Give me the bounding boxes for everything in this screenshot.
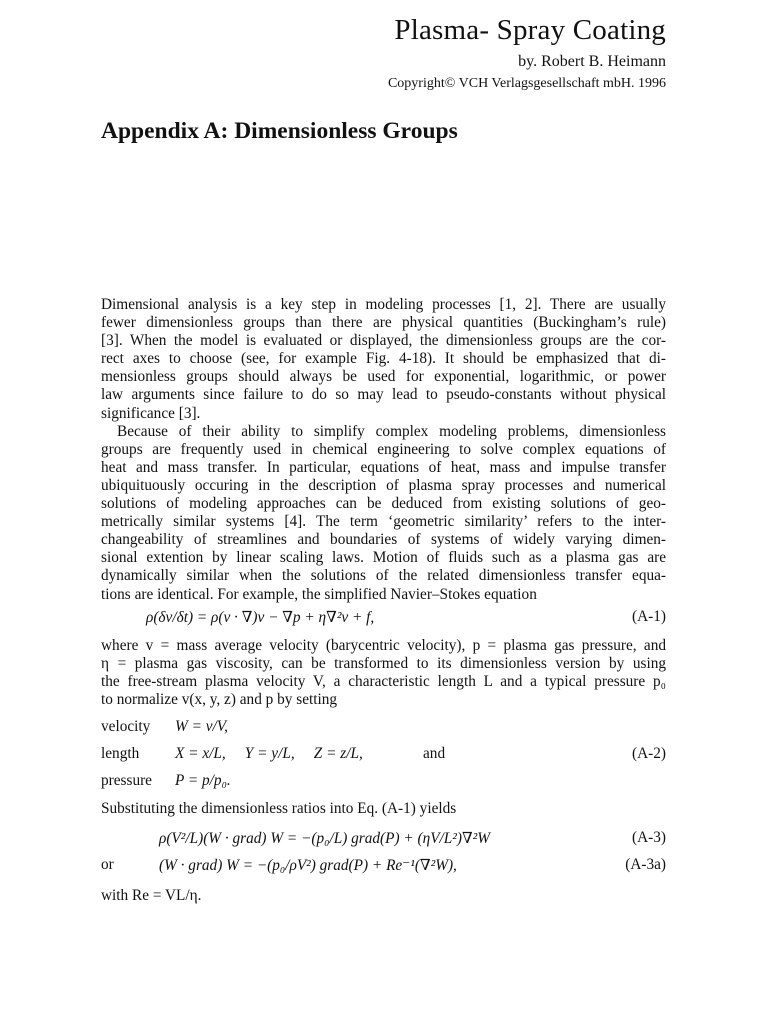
scaling-expression: W = v/V, [175,718,228,735]
equation-number: (A-3) [632,829,666,846]
body-text-continued [101,637,666,709]
paragraph-3 [101,637,666,709]
book-author: by. Robert B. Heimann [518,53,666,70]
text-line: dynamically similar when the solutions of the related dimensionless transfer equa- [101,567,666,585]
text-line: metrically similar systems [4]. The term ‘geometric similarity’ refers to the inter- [101,513,666,531]
book-title: Plasma- Spray Coating [394,14,666,46]
scaling-label: velocity [101,718,151,735]
scaling-expression: P = p/p₀. [175,772,231,789]
equation-expression: ρ(V²/L)(W · grad) W = −(p₀/L) grad(P) + (ηV/L²)∇²W [159,830,490,847]
paragraph-2 [101,423,666,604]
scaling-pressure [101,772,666,792]
equation-expression: (W · grad) W = −(p₀/ρV²) grad(P) + Re⁻¹(∇²W), [159,857,457,874]
closing-text: with Re = VL/η. [101,887,202,904]
scaling-label: length [101,745,140,762]
text-line: mensionless groups should always be used for exponential, logarithmic, or power [101,368,666,386]
scaling-expression: X = x/L, Y = y/L, Z = z/L, [175,745,363,762]
text-line: sional extention by linear scaling laws. Motion of fluids such as a plasma gas are [101,549,666,567]
text-line: Dimensional analysis is a key step in modeling processes [1, 2]. There are usually [101,296,666,313]
text-line: tions are identical. For example, the simplified Navier–Stokes equation [101,585,537,603]
text-line: groups are frequently used in chemical engineering to solve complex equations of [101,440,666,458]
equation-number: (A-1) [632,608,666,625]
text-line: to normalize v(x, y, z) and p by setting [101,691,338,709]
equation-number: (A-2) [632,745,666,762]
appendix-title: Appendix A: Dimensionless Groups [101,118,458,144]
text-line: Because of their ability to simplify complex modeling problems, dimensionless [117,422,666,440]
equation-a3a [101,856,666,876]
text-line: law arguments since failure to do so may lead to pseudo-constants without physical [101,386,666,404]
text-line: [3]. When the model is evaluated or displayed, the dimensionless groups are the cor- [101,332,666,350]
scaling-label: pressure [101,772,152,789]
text-line: changeability of streamlines and boundaries of systems of widely varying dimen- [101,531,666,549]
scaling-length [101,745,666,765]
text-line: heat and mass transfer. In particular, equations of heat, mass and impulse transfer [101,458,666,476]
book-copyright: Copyright© VCH Verlagsgesellschaft mbH. 1996 [387,76,666,91]
text-line: η = plasma gas viscosity, can be transformed to its dimensionless version by using [101,655,666,673]
paragraph-1 [101,296,666,423]
equation-a1 [101,608,666,628]
scaling-velocity [101,718,666,738]
text-line: ubiquituously occuring in the description of plasma spray processes and numerical [101,476,666,494]
equation-number: (A-3a) [625,856,666,873]
text-line: rect axes to choose (see, for example Fig. 4-18). It should be emphasized that di- [101,350,666,368]
and-word: and [423,745,446,762]
text-line: significance [3]. [101,404,201,422]
substituting-text: Substituting the dimensionless ratios into Eq. (A-1) yields [101,800,457,817]
text-line: solutions of modeling approaches can be deduced from existing solutions of geo- [101,495,666,513]
equation-expression: ρ(δv/δt) = ρ(v · ∇)v − ∇p + η∇²v + f, [146,609,375,626]
text-line: fewer dimensionless groups than there are physical quantities (Buckingham’s rule) [101,314,666,332]
text-line: the free-stream plasma velocity V, a characteristic length L and a typical pressure p₀ [101,673,666,691]
equation-prefix: or [101,856,114,873]
equation-a3 [101,829,666,849]
text-line: where v = mass average velocity (barycentric velocity), p = plasma gas pressure, and [101,637,666,654]
body-text [101,296,666,604]
